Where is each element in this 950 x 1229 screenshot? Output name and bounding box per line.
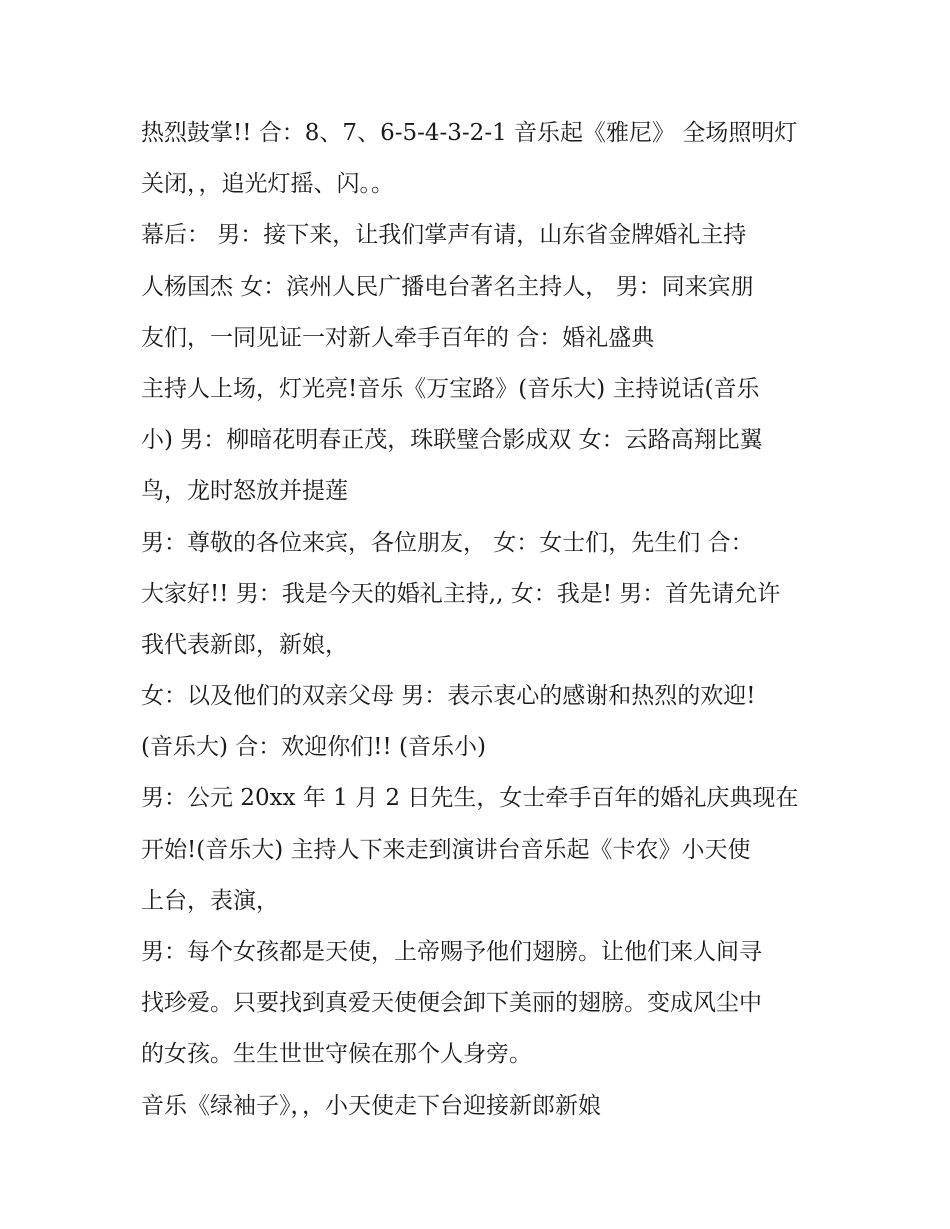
text-line: 男：公元 20xx 年 1 月 2 日先生，女士牵手百年的婚礼庆典现在 (141, 785, 799, 812)
text-line: 人杨国杰 女：滨州人民广播电台著名主持人， 男：同来宾朋 (141, 273, 754, 300)
text-line: 女：以及他们的双亲父母 男：表示衷心的感谢和热烈的欢迎! (141, 683, 756, 710)
paragraph-2 (141, 210, 821, 364)
text-line: 上台，表演， (141, 887, 279, 914)
text-line: 男：每个女孩都是天使，上帝赐予他们翅膀。让他们来人间寻 (141, 939, 762, 965)
paragraph-6 (141, 773, 821, 927)
text-line: 小) 男：柳暗花明春正茂，珠联璧合影成双 女：云路高翔比翼 (141, 427, 763, 454)
text-line: 我代表新郎，新娘， (141, 631, 348, 658)
text-line: (音乐大) 合：欢迎你们!! (音乐小) (141, 734, 486, 761)
paragraph-1 (141, 108, 821, 210)
text-line: 幕后： 男：接下来，让我们掌声有请，山东省金牌婚礼主持 (141, 222, 747, 249)
text-line: 开始!(音乐大) 主持人下来走到演讲台音乐起《卡农》小天使 (141, 836, 751, 863)
text-line: 大家好!! 男：我是今天的婚礼主持,, 女：我是! 男：首先请允许 (141, 580, 781, 607)
paragraph-3 (141, 364, 821, 518)
paragraph-4 (141, 518, 821, 672)
paragraph-7 (141, 927, 821, 1081)
text-line: 关闭，，追光灯摇、闪。。 (141, 171, 394, 198)
text-line: 热烈鼓掌!! 合：8、7、6-5-4-3-2-1 音乐起《雅尼》 全场照明灯 (141, 120, 798, 146)
document-body (141, 108, 821, 1132)
text-line: 友们，一同见证一对新人牵手百年的 合：婚礼盛典 (141, 324, 655, 351)
text-line: 音乐《绿袖子》，，小天使走下台迎接新郎新娘 (141, 1092, 601, 1119)
paragraph-8 (141, 1081, 821, 1132)
text-line: 的女孩。生生世世守候在那个人身旁。 (141, 1041, 532, 1068)
text-line: 找珍爱。只要找到真爱天使便会卸下美丽的翅膀。变成风尘中 (141, 990, 762, 1017)
text-line: 鸟，龙时怒放并提莲 (141, 478, 348, 505)
text-line: 主持人上场，灯光亮!音乐《万宝路》(音乐大) 主持说话(音乐 (141, 375, 760, 402)
paragraph-5 (141, 671, 821, 773)
text-line: 男：尊敬的各位来宾，各位朋友， 女：女士们，先生们 合： (141, 529, 754, 556)
